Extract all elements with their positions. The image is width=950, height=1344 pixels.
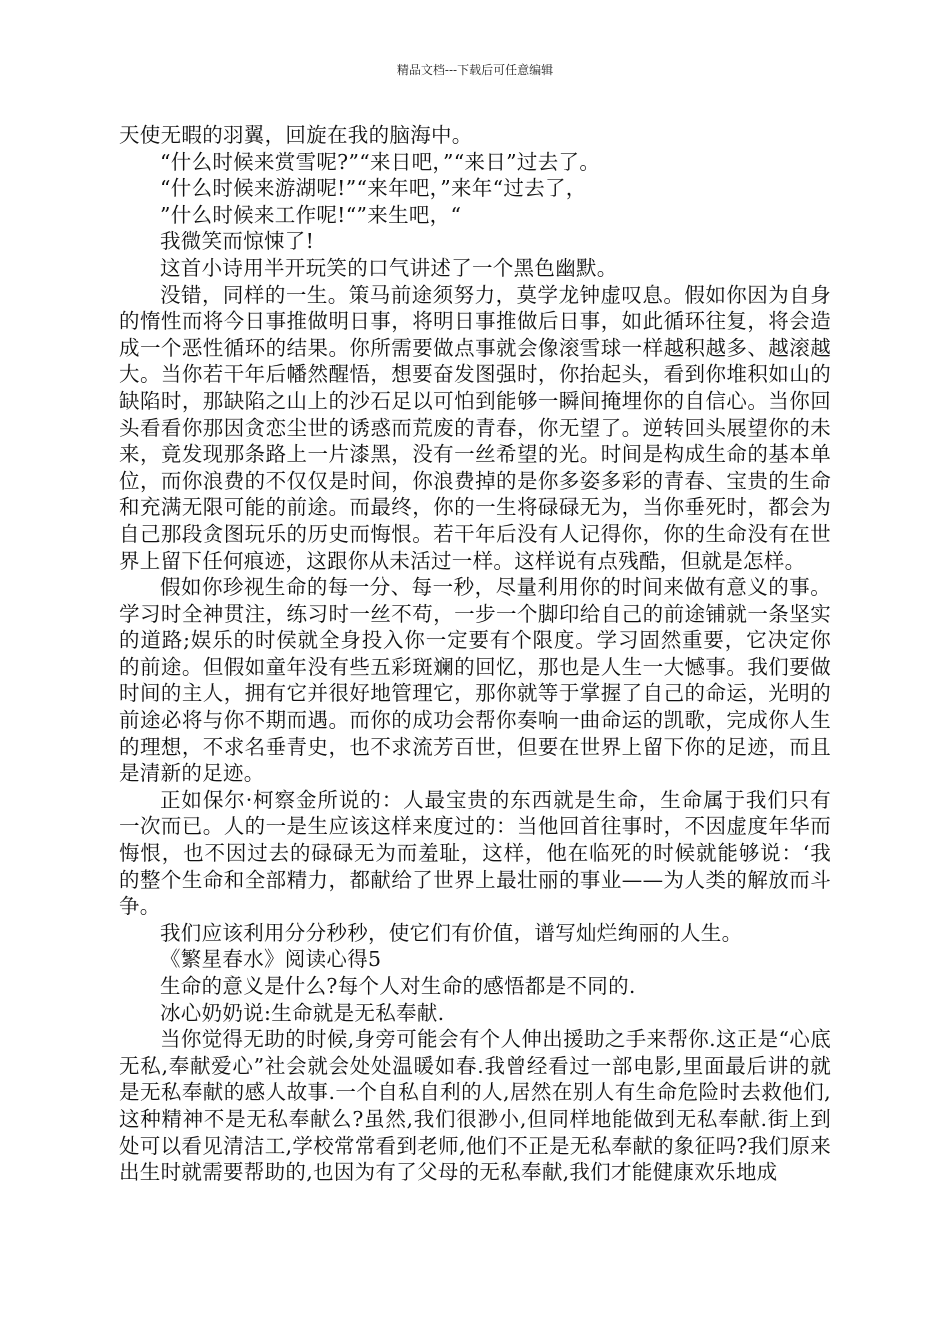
paragraph: 正如保尔·柯察金所说的：人最宝贵的东西就是生命，生命属于我们只有一次而已。人的一是生应该这样来度过的：当他回首往事时，不因虚度年华而悔恨，也不因过去的碌碌无为而羞耻，这样，他在临死的时候就能够说：‘我的整个生命和全部精力，都献给了世界上最壮丽的事业——为人类的解放而斗争。	[119, 787, 831, 919]
paragraph: “什么时候来游湖呢!”“来年吧，”来年“过去了，	[160, 176, 587, 201]
paragraph: 没错，同样的一生。策马前途须努力，莫学龙钟虚叹息。假如你因为自身的惰性而将今日事推做明日事，将明日事推做后日事，如此循环往复，将会造成一个恶性循环的结果。你所需要做点事就会像滚雪球一样越积越多、越滚越大。当你若干年后幡然醒悟，想要奋发图强时，你抬起头，看到你堆积如山的缺陷时，那缺陷之山上的沙石足以可怕到能够一瞬间掩埋你的自信心。当你回头看看你那因贪恋尘世的诱惑而荒废的青春，你无望了。逆转回头展望你的未来，竟发现那条路上一片漆黑，没有一丝希望的光。时间是构成生命的基本单位，而你浪费的不仅仅是时间，你浪费掉的是你多姿多彩的青春、宝贵的生命和充满无限可能的前途。而最终，你的一生将碌碌无为，当你垂死时，都会为自己那段贪图玩乐的历史而悔恨。若干年后没有人记得你，你的生命没有在世界上留下任何痕迹，这跟你从未活过一样。这样说有点残酷，但就是怎样。	[119, 282, 831, 573]
paragraph: “什么时候来赏雪呢?”“来日吧，”“来日”过去了。	[160, 149, 601, 174]
document-body	[119, 122, 831, 1186]
paragraph: 当你觉得无助的时候,身旁可能会有个人伸出援助之手来帮你.这正是“心底无私,奉献爱心”社会就会处处温暖如春.我曾经看过一部电影,里面最后讲的就是无私奉献的感人故事.一个自私自利的人,居然在别人有生命危险时去救他们,这种精神不是无私奉献么?虽然,我们很渺小,但同样地能做到无私奉献.街上到处可以看见清洁工,学校常常看到老师,他们不正是无私奉献的象征吗?我们原来出生时就需要帮助的,也因为有了父母的无私奉献,我们才能健康欢乐地成	[119, 1027, 831, 1185]
section-title: 《繁星春水》阅读心得5	[160, 947, 382, 972]
paragraph: 这首小诗用半开玩笑的口气讲述了一个黑色幽默。	[160, 255, 618, 280]
page-header: 精品文档---下载后可任意编辑	[396, 63, 554, 77]
paragraph: 我微笑而惊悚了!	[160, 229, 315, 254]
paragraph: 我们应该利用分分秒秒，使它们有价值，谱写灿烂绚丽的人生。	[160, 920, 743, 945]
paragraph: 生命的意义是什么?每个人对生命的感悟都是不同的.	[160, 974, 636, 998]
paragraph: ”什么时候来工作呢!“”来生吧，“	[160, 202, 462, 227]
paragraph: 天使无暇的羽翼，回旋在我的脑海中。	[119, 123, 473, 147]
paragraph: 冰心奶奶说:生命就是无私奉献.	[160, 1000, 445, 1025]
paragraph: 假如你珍视生命的每一分、每一秒，尽量利用你的时间来做有意义的事。学习时全神贯注，练习时一丝不苟，一步一个脚印给自己的前途铺就一条坚实的道路;娱乐的时侯就全身投入你一定要有个限度。学习固然重要，它决定你的前途。但假如童年没有些五彩斑斓的回忆，那也是人生一大憾事。我们要做时间的主人，拥有它并很好地管理它，那你就等于掌握了自己的命运，光明的前途必将与你不期而遇。而你的成功会帮你奏响一曲命运的凯歌，完成你人生的理想，不求名垂青史，也不求流芳百世，但要在世界上留下你的足迹，而且是清新的足迹。	[119, 575, 831, 786]
